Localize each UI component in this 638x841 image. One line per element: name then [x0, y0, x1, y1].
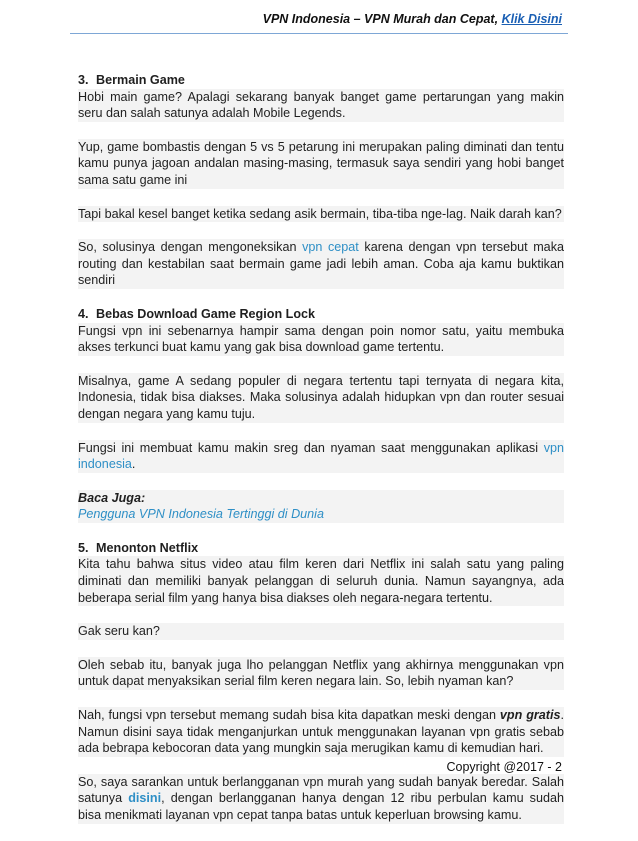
section-heading-3: [78, 72, 564, 89]
paragraph: [78, 707, 564, 757]
paragraph: Oleh sebab itu, banyak juga lho pelanggan Netflix yang akhirnya menggunakan vpn untuk dapat menyaksikan serial film keren negara lain. So, lebih nyaman kan?: [78, 657, 564, 689]
text: Nah, fungsi vpn tersebut memang sudah bisa kita dapatkan meski dengan: [78, 708, 500, 723]
section-number: 3.: [78, 73, 89, 87]
section-title: Bermain Game: [96, 73, 185, 87]
header-title: VPN Indonesia – VPN Murah dan Cepat,: [262, 12, 499, 26]
text: Fungsi ini membuat kamu makin sreg dan nyaman saat menggunakan aplikasi: [78, 440, 544, 455]
paragraph: Tapi bakal kesel banget ketika sedang asik bermain, tiba-tiba nge-lag. Naik darah kan?: [78, 206, 564, 223]
baca-juga-label: Baca Juga:: [78, 490, 146, 505]
section-title: Bebas Download Game Region Lock: [96, 306, 316, 321]
section-number: 5.: [78, 540, 89, 555]
page-footer: Copyright @2017 - 2: [446, 760, 562, 774]
related-reading: [78, 490, 564, 523]
paragraph: [78, 239, 564, 289]
text: karena dengan vpn tersebut maka routing dan kestabilan saat bermain game jadi lebih aman. Coba aja kamu buktikan sendiri: [78, 240, 564, 288]
paragraph: Misalnya, game A sedang populer di negara tertentu tapi ternyata di negara kita, Indonesia, tidak bisa diakses. Maka solusinya adalah hidupkan vpn dan router sesuai dengan negara yang kamu tuju.: [78, 373, 564, 421]
section-heading-4: [78, 306, 564, 323]
text: So, saya sarankan untuk berlangganan vpn murah yang sudah banyak beredar. Salah satunya: [78, 774, 564, 806]
text: . Namun disini saya tidak menganjurkan untuk menggunakan layanan vpn gratis sebab ada bebrapa kebocoran data yang mungkin saja merugikan kamu di kemudian hari.: [78, 708, 564, 756]
paragraph: [78, 774, 564, 824]
header-divider: [70, 33, 568, 34]
paragraph: [78, 440, 564, 473]
section-number: 4.: [78, 306, 89, 321]
vpn-indonesia-link[interactable]: vpn indonesia: [78, 440, 564, 472]
paragraph: Yup, game bombastis dengan 5 vs 5 petarung ini merupakan paling diminati dan tentu kamu punya jagoan andalan masing-masing, termasuk saya sendiri yang hobi banget sama satu game ini: [78, 139, 564, 187]
header-link[interactable]: Klik Disini: [501, 12, 562, 26]
section-title: Menonton Netflix: [96, 540, 199, 555]
vpn-gratis-emphasis: vpn gratis: [499, 708, 561, 723]
related-article-link[interactable]: Pengguna VPN Indonesia Tertinggi di Dunia: [78, 507, 324, 522]
section-heading-5: [78, 540, 564, 557]
paragraph: Kita tahu bahwa situs video atau film keren dari Netflix ini salah satu yang paling diminati dan memiliki banyak pelanggan di seluruh dunia. Namun sayangnya, ada beberapa serial film yang hanya bisa diakses oleh negara-negara tertentu.: [78, 557, 564, 605]
paragraph: Hobi main game? Apalagi sekarang banyak banget game pertarungan yang makin seru dan salah satunya adalah Mobile Legends.: [78, 89, 564, 121]
paragraph: Fungsi vpn ini sebenarnya hampir sama dengan poin nomor satu, yaitu membuka akses terkunci buat kamu yang gak bisa download game tertentu.: [78, 323, 564, 355]
page-header: [263, 12, 562, 26]
text: , dengan berlangganan hanya dengan 12 ribu perbulan kamu sudah bisa menikmati layanan vpn cepat tanpa batas untuk keperluan browsing kamu.: [78, 791, 564, 822]
paragraph: Gak seru kan?: [78, 623, 564, 640]
disini-link[interactable]: disini: [128, 791, 162, 806]
text: So, solusinya dengan mengoneksikan: [78, 240, 303, 255]
document-body: [78, 72, 564, 841]
text: .: [131, 457, 136, 472]
vpn-cepat-link[interactable]: vpn cepat: [302, 240, 359, 255]
